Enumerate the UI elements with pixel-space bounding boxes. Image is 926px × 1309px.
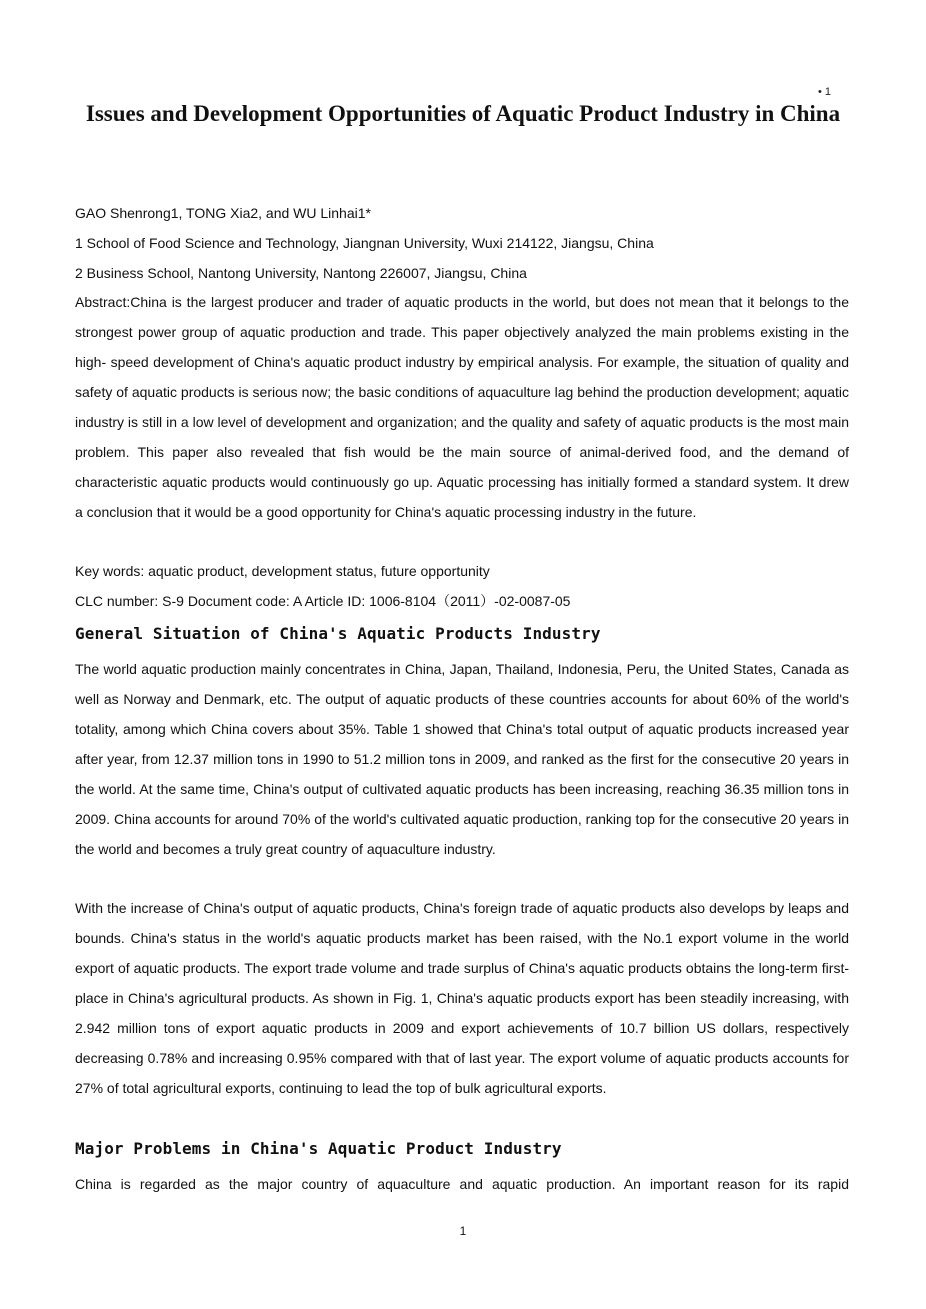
page-number: 1 bbox=[459, 1224, 467, 1238]
section-2-paragraph-1: China is regarded as the major country of aquaculture and aquatic production. An important reason for its rapid bbox=[75, 1176, 849, 1192]
authors: GAO Shenrong1, TONG Xia2, and WU Linhai1* bbox=[75, 205, 371, 221]
section-heading-general-situation: General Situation of China's Aquatic Products Industry bbox=[75, 624, 601, 643]
footnote-marker: • 1 bbox=[818, 86, 832, 98]
section-1-paragraph-2: With the increase of China's output of aquatic products, China's foreign trade of aquatic products also develops by leaps and bounds. China's status in the world's aquatic products market has been raised, with the No.1 export volume in the world export of aquatic products. The export trade volume and trade surplus of China's aquatic products obtains the long-term first-place in China's agricultural products. As shown in Fig. 1, China's aquatic products export has been steadily increasing, with 2.942 million tons of export aquatic products in 2009 and export achievements of 10.7 billion US dollars, respectively decreasing 0.78% and increasing 0.95% compared with that of last year. The export volume of aquatic products accounts for 27% of total agricultural exports, continuing to lead the top of bulk agricultural exports. bbox=[75, 900, 849, 1096]
keywords: Key words: aquatic product, development status, future opportunity bbox=[75, 563, 490, 579]
section-heading-major-problems: Major Problems in China's Aquatic Product Industry bbox=[75, 1139, 562, 1158]
affiliation-1: 1 School of Food Science and Technology, Jiangnan University, Wuxi 214122, Jiangsu, China bbox=[75, 235, 654, 251]
affiliation-2: 2 Business School, Nantong University, Nantong 226007, Jiangsu, China bbox=[75, 265, 527, 281]
clc-line: CLC number: S-9 Document code: A Article ID: 1006-8104（2011）-02-0087-05 bbox=[75, 593, 571, 609]
paper-title: Issues and Development Opportunities of Aquatic Product Industry in China bbox=[85, 101, 841, 126]
abstract: Abstract:China is the largest producer and trader of aquatic products in the world, but does not mean that it belongs to the strongest power group of aquatic production and trade. This paper objectively analyzed the main problems existing in the high- speed development of China's aquatic product industry by empirical analysis. For example, the situation of quality and safety of aquatic products is serious now; the basic conditions of aquaculture lag behind the production development; aquatic industry is still in a low level of development and organization; and the quality and safety of aquatic products is the most main problem. This paper also revealed that fish would be the main source of animal-derived food, and the demand of characteristic aquatic products would continuously go up. Aquatic processing has initially formed a standard system. It drew a conclusion that it would be a good opportunity for China's aquatic processing industry in the future. bbox=[75, 294, 849, 520]
author-line bbox=[75, 198, 849, 288]
section-1-paragraph-1: The world aquatic production mainly concentrates in China, Japan, Thailand, Indonesia, Peru, the United States, Canada as well as Norway and Denmark, etc. The output of aquatic products of these countries accounts for about 60% of the world's totality, among which China covers about 35%. Table 1 showed that China's total output of aquatic products increased year after year, from 12.37 million tons in 1990 to 51.2 million tons in 2009, and ranked as the first for the consecutive 20 years in the world. At the same time, China's output of cultivated aquatic products has been increasing, reaching 36.35 million tons in 2009. China accounts for around 70% of the world's cultivated aquatic production, ranking top for the consecutive 20 years in the world and becomes a truly great country of aquaculture industry. bbox=[75, 661, 849, 857]
